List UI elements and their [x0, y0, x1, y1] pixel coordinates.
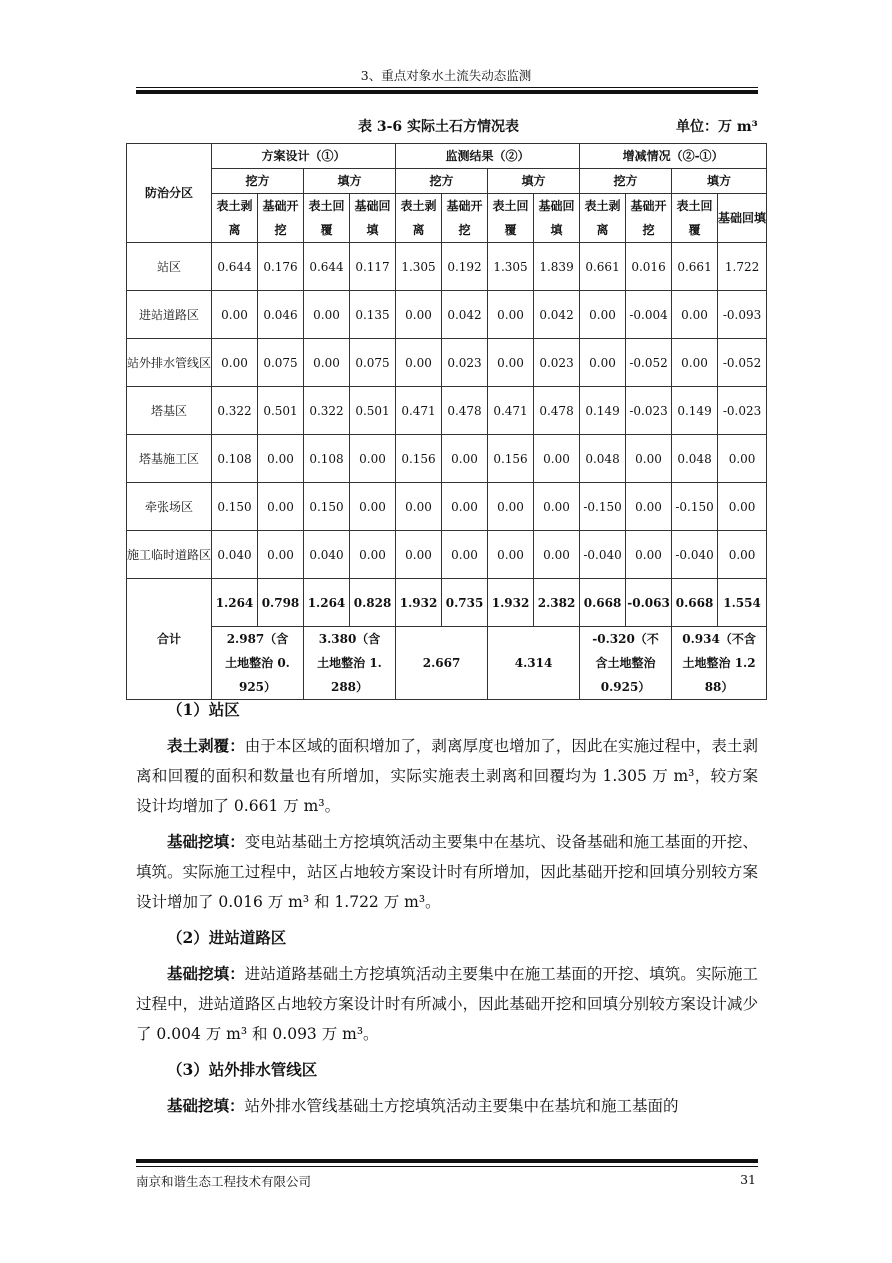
table-cell: 0.117: [350, 243, 396, 291]
total-cell: 1.932: [488, 579, 534, 627]
table-cell: 0.644: [212, 243, 258, 291]
table-cell: 0.00: [488, 483, 534, 531]
total-cell: 1.932: [396, 579, 442, 627]
table-cell: 0.00: [350, 435, 396, 483]
table-cell: 0.150: [304, 483, 350, 531]
section-heading: （3）站外排水管线区: [167, 1060, 318, 1079]
table-cell: -0.023: [718, 387, 767, 435]
header-leaf: 表土剥离: [580, 194, 626, 243]
header-leaf: 基础开挖: [626, 194, 672, 243]
table-cell: 0.156: [488, 435, 534, 483]
paragraph-text: 变电站基础土方挖填筑活动主要集中在基坑、设备基础和施工基面的开挖、填筑。实际施工过程中，站区占地较方案设计时有所增加，因此基础开挖和回填分别较方案设计增加了 0.016 万 m³ 和 1.722 万 m³。: [136, 833, 758, 911]
total-label: 合计: [127, 579, 212, 700]
table-cell: 0.156: [396, 435, 442, 483]
table-cell: 0.135: [350, 291, 396, 339]
earthwork-table: [126, 143, 767, 700]
table-cell: 0.046: [258, 291, 304, 339]
header-leaf: 表土回覆: [304, 194, 350, 243]
table-cell: -0.150: [580, 483, 626, 531]
row-zone-name: 站区: [127, 243, 212, 291]
table-cell: 0.00: [718, 483, 767, 531]
table-cell: 0.00: [534, 531, 580, 579]
table-row: [127, 243, 767, 291]
table-cell: 0.042: [442, 291, 488, 339]
table-row: [127, 339, 767, 387]
total-cell: -0.063: [626, 579, 672, 627]
paragraph-text: 由于本区域的面积增加了，剥离厚度也增加了，因此在实施过程中，表土剥离和回覆的面积和数量也有所增加，实际实施表土剥离和回覆均为 1.305 万 m³，较方案设计均增加了 0.661 万 m³。: [136, 737, 758, 815]
table-cell: 0.661: [580, 243, 626, 291]
header-group: 增减情况（②-①）: [580, 144, 767, 169]
paragraph: [136, 1091, 758, 1121]
footer-rule-thick: [136, 1159, 758, 1163]
table-cell: 0.00: [488, 531, 534, 579]
table-cell: 0.322: [304, 387, 350, 435]
total-sum-cell: 2.987（含土地整治 0.925）: [212, 627, 304, 700]
header-leaf: 表土回覆: [488, 194, 534, 243]
header-group: 监测结果（②）: [396, 144, 580, 169]
table-cell: -0.004: [626, 291, 672, 339]
paragraph: [136, 731, 758, 821]
table-cell: 0.00: [350, 531, 396, 579]
total-sum-cell: 2.667: [396, 627, 488, 700]
table-cell: 0.00: [672, 339, 718, 387]
table-cell: 0.048: [672, 435, 718, 483]
table-cell: 0.00: [304, 339, 350, 387]
table-cell: 0.00: [718, 531, 767, 579]
row-zone-name: 站外排水管线区: [127, 339, 212, 387]
table-cell: 0.00: [442, 531, 488, 579]
header-zone: 防治分区: [127, 144, 212, 243]
section-heading: （1）站区: [167, 700, 240, 719]
paragraph-text: 进站道路基础土方挖填筑活动主要集中在施工基面的开挖、填筑。实际施工过程中，进站道路区占地较方案设计时有所减小，因此基础开挖和回填分别较方案设计减少了 0.004 万 m³ 和 0.093 万 m³。: [136, 965, 758, 1043]
unit-label: 单位：万 m³: [676, 119, 758, 135]
table-cell: 0.108: [304, 435, 350, 483]
body-text: [136, 695, 758, 1127]
table-cell: 0.00: [396, 531, 442, 579]
table-cell: 0.108: [212, 435, 258, 483]
table-cell: 0.149: [580, 387, 626, 435]
header-leaf: 表土剥离: [212, 194, 258, 243]
header-rule-thin: [136, 87, 758, 88]
table-row: [127, 291, 767, 339]
header-leaf: 基础开挖: [442, 194, 488, 243]
table-cell: 0.192: [442, 243, 488, 291]
table-cell: 0.00: [212, 291, 258, 339]
total-sum-cell: 4.314: [488, 627, 580, 700]
table-cell: 0.501: [258, 387, 304, 435]
header-leaf: 基础开挖: [258, 194, 304, 243]
header-subgroup: 填方: [304, 169, 396, 194]
table-cell: 0.150: [212, 483, 258, 531]
table-cell: 0.00: [488, 291, 534, 339]
table-cell: 1.305: [488, 243, 534, 291]
table-cell: -0.040: [672, 531, 718, 579]
table-cell: -0.150: [672, 483, 718, 531]
section-heading: （2）进站道路区: [167, 928, 287, 947]
total-sum-cell: 3.380（含土地整治 1.288）: [304, 627, 396, 700]
table-cell: 0.075: [258, 339, 304, 387]
footer-company: 南京和谐生态工程技术有限公司: [136, 1174, 312, 1189]
table-row: [127, 531, 767, 579]
table-cell: 0.016: [626, 243, 672, 291]
table-cell: 1.305: [396, 243, 442, 291]
table-cell: 0.00: [534, 435, 580, 483]
table-cell: 0.00: [258, 435, 304, 483]
paragraph: [136, 827, 758, 917]
page-number: 31: [740, 1172, 756, 1187]
paragraph: [136, 959, 758, 1049]
table-cell: 0.048: [580, 435, 626, 483]
total-cell: 1.554: [718, 579, 767, 627]
table-cell: 0.00: [442, 483, 488, 531]
header-rule-thick: [136, 90, 758, 94]
header-subgroup: 填方: [488, 169, 580, 194]
table-cell: 0.00: [396, 291, 442, 339]
table-cell: 0.00: [258, 483, 304, 531]
table-cell: 0.471: [396, 387, 442, 435]
table-cell: 0.00: [304, 291, 350, 339]
row-zone-name: 进站道路区: [127, 291, 212, 339]
table-cell: 0.040: [304, 531, 350, 579]
total-cell: 0.828: [350, 579, 396, 627]
table-cell: 0.644: [304, 243, 350, 291]
total-sum-cell: -0.320（不含土地整治 0.925）: [580, 627, 672, 700]
table-cell: 0.023: [534, 339, 580, 387]
table-row: [127, 387, 767, 435]
table-cell: 0.149: [672, 387, 718, 435]
table-row: [127, 435, 767, 483]
table-cell: 0.661: [672, 243, 718, 291]
table-cell: 0.471: [488, 387, 534, 435]
table-cell: 0.00: [396, 483, 442, 531]
table-cell: 0.00: [212, 339, 258, 387]
table-cell: 0.00: [258, 531, 304, 579]
total-cell: 1.264: [304, 579, 350, 627]
total-cell: 0.668: [672, 579, 718, 627]
header-leaf: 基础回填: [718, 194, 767, 243]
table-cell: 0.00: [626, 483, 672, 531]
table-cell: 0.478: [442, 387, 488, 435]
row-zone-name: 塔基区: [127, 387, 212, 435]
paragraph-label: 基础挖填：: [167, 1096, 245, 1115]
table-cell: -0.052: [626, 339, 672, 387]
table-cell: 0.00: [672, 291, 718, 339]
table-cell: 0.501: [350, 387, 396, 435]
table-caption: 表 3-6 实际土石方情况表: [358, 119, 520, 135]
table-row: [127, 483, 767, 531]
total-cell: 2.382: [534, 579, 580, 627]
header-subgroup: 挖方: [212, 169, 304, 194]
header-group: 方案设计（①）: [212, 144, 396, 169]
table-cell: 0.042: [534, 291, 580, 339]
paragraph-label: 表土剥覆：: [167, 736, 245, 755]
table-cell: 0.00: [626, 435, 672, 483]
table-cell: 0.00: [580, 339, 626, 387]
total-cell: 0.668: [580, 579, 626, 627]
paragraph-label: 基础挖填：: [167, 832, 245, 851]
row-zone-name: 塔基施工区: [127, 435, 212, 483]
paragraph-text: 站外排水管线基础土方挖填筑活动主要集中在基坑和施工基面的: [244, 1097, 679, 1115]
table-cell: 0.00: [350, 483, 396, 531]
table-cell: -0.093: [718, 291, 767, 339]
table-cell: 0.075: [350, 339, 396, 387]
row-zone-name: 牵张场区: [127, 483, 212, 531]
table-cell: 0.176: [258, 243, 304, 291]
header-leaf: 表土回覆: [672, 194, 718, 243]
table-cell: 0.00: [442, 435, 488, 483]
table-cell: 0.040: [212, 531, 258, 579]
table-cell: 1.839: [534, 243, 580, 291]
header-leaf: 表土剥离: [396, 194, 442, 243]
table-cell: 0.00: [626, 531, 672, 579]
table-cell: 0.00: [580, 291, 626, 339]
row-zone-name: 施工临时道路区: [127, 531, 212, 579]
header-leaf: 基础回填: [350, 194, 396, 243]
page-header: 3、重点对象水土流失动态监测: [360, 68, 532, 83]
table-cell: 0.00: [534, 483, 580, 531]
footer-rule-thin: [136, 1166, 758, 1167]
table-row-total-sum: [127, 627, 767, 700]
table-cell: -0.052: [718, 339, 767, 387]
table-cell: 0.478: [534, 387, 580, 435]
total-cell: 0.798: [258, 579, 304, 627]
table-cell: 0.00: [718, 435, 767, 483]
table-cell: -0.023: [626, 387, 672, 435]
table-row-total: [127, 579, 767, 627]
table-cell: 0.023: [442, 339, 488, 387]
header-subgroup: 挖方: [580, 169, 672, 194]
total-cell: 0.735: [442, 579, 488, 627]
total-cell: 1.264: [212, 579, 258, 627]
table-cell: -0.040: [580, 531, 626, 579]
table-cell: 0.322: [212, 387, 258, 435]
header-leaf: 基础回填: [534, 194, 580, 243]
header-subgroup: 填方: [672, 169, 767, 194]
table-cell: 1.722: [718, 243, 767, 291]
table-cell: 0.00: [396, 339, 442, 387]
header-subgroup: 挖方: [396, 169, 488, 194]
table-cell: 0.00: [488, 339, 534, 387]
total-sum-cell: 0.934（不含土地整治 1.288）: [672, 627, 767, 700]
paragraph-label: 基础挖填：: [167, 964, 245, 983]
